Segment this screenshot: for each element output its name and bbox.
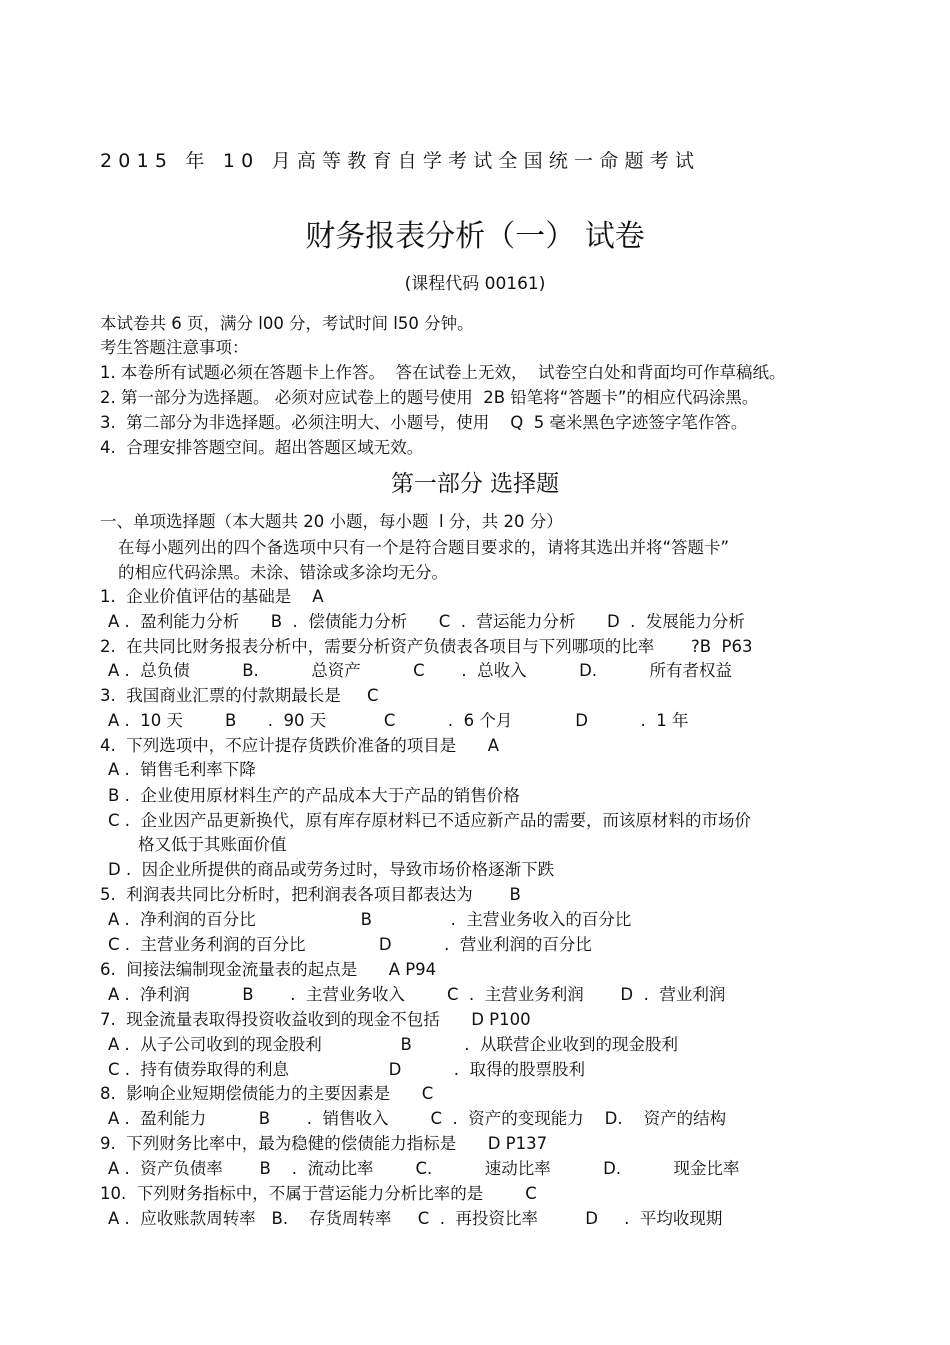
instruction-line: 在每小题列出的四个备选项中只有一个是符合题目要求的，请将其选出并将“答题卡” [118,538,730,557]
section-title: 第一部分 选择题 [390,471,560,497]
intro-line: 3. 第二部分为非选择题。必须注明大、小题号，使用 Q 5 毫米黑色字迹签字笔作答。 [100,413,748,432]
intro-line: 2. 第一部分为选择题。 必须对应试卷上的题号使用 2B 铅笔将“答题卡”的相应代码涂黑。 [100,388,759,407]
intro-line: 本试卷共 6 页，满分 l00 分，考试时间 l50 分钟。 [100,314,474,333]
question-line: 6. 间接法编制现金流量表的起点是 A P94 [100,960,437,979]
part-heading: 一、单项选择题（本大题共 20 小题，每小题 l 分，共 20 分） [100,512,563,531]
question-line: A . 从子公司收到的现金股利 B . 从联营企业收到的现金股利 [108,1035,678,1054]
question-line: A . 销售毛利率下降 [108,760,256,779]
question-line: 9. 下列财务比率中，最为稳健的偿债能力指标是 D P137 [100,1134,548,1153]
question-line: 5. 利润表共同比分析时，把利润表各项目都表达为 B [100,885,521,904]
exam-header: 2015 年 10 月高等教育自学考试全国统一命题考试 [100,150,701,172]
exam-title: 财务报表分析（一） 试卷 [305,219,645,254]
question-line: 格又低于其账面价值 [138,835,287,854]
question-line: A . 净利润 B . 主营业务收入 C . 主营业务利润 D . 营业利润 [108,985,726,1004]
question-line: D . 因企业所提供的商品或劳务过时，导致市场价格逐渐下跌 [108,860,555,879]
question-line: A . 总负债 B. 总资产 C . 总收入 D. 所有者权益 [108,661,732,680]
question-line: A . 净利润的百分比 B . 主营业务收入的百分比 [108,910,632,929]
question-line: 4. 下列选项中，不应计提存货跌价准备的项目是 A [100,736,499,755]
question-line: 8. 影响企业短期偿债能力的主要因素是 C [100,1084,434,1103]
question-line: A . 盈利能力分析 B . 偿债能力分析 C . 营运能力分析 D . 发展能力分析 [108,612,745,631]
course-code: (课程代码 00161) [404,274,546,294]
question-line: 10. 下列财务指标中，不属于营运能力分析比率的是 C [100,1184,537,1203]
question-line: 1. 企业价值评估的基础是 A [100,587,324,606]
question-line: 7. 现金流量表取得投资收益收到的现金不包括 D P100 [100,1010,531,1029]
question-line: 2. 在共同比财务报表分析中，需要分析资产负债表各项目与下列哪项的比率 ?B P63 [100,637,753,656]
question-line: C . 企业因产品更新换代，原有库存原材料已不适应新产品的需要，而该原材料的市场价 [108,811,752,830]
question-line: A . 资产负债率 B . 流动比率 C. 速动比率 D. 现金比率 [108,1159,740,1178]
intro-line: 1. 本卷所有试题必须在答题卡上作答。 答在试卷上无效， 试卷空白处和背面均可作草稿纸。 [100,363,786,382]
intro-line: 4. 合理安排答题空间。超出答题区域无效。 [100,438,424,457]
intro-line: 考生答题注意事项： [100,338,249,357]
question-line: A . 10 天 B . 90 天 C . 6 个月 D . 1 年 [108,711,689,730]
question-line: A . 应收账款周转率 B. 存货周转率 C . 再投资比率 D . 平均收现期 [108,1209,723,1228]
question-line: 3. 我国商业汇票的付款期最长是 C [100,686,379,705]
question-line: C . 持有债券取得的利息 D . 取得的股票股利 [108,1060,586,1079]
question-line: A . 盈利能力 B . 销售收入 C . 资产的变现能力 D. 资产的结构 [108,1109,727,1128]
instruction-line: 的相应代码涂黑。未涂、错涂或多涂均无分。 [118,563,448,582]
question-line: B . 企业使用原材料生产的产品成本大于产品的销售价格 [108,786,520,805]
question-line: C . 主营业务利润的百分比 D . 营业利润的百分比 [108,935,592,954]
